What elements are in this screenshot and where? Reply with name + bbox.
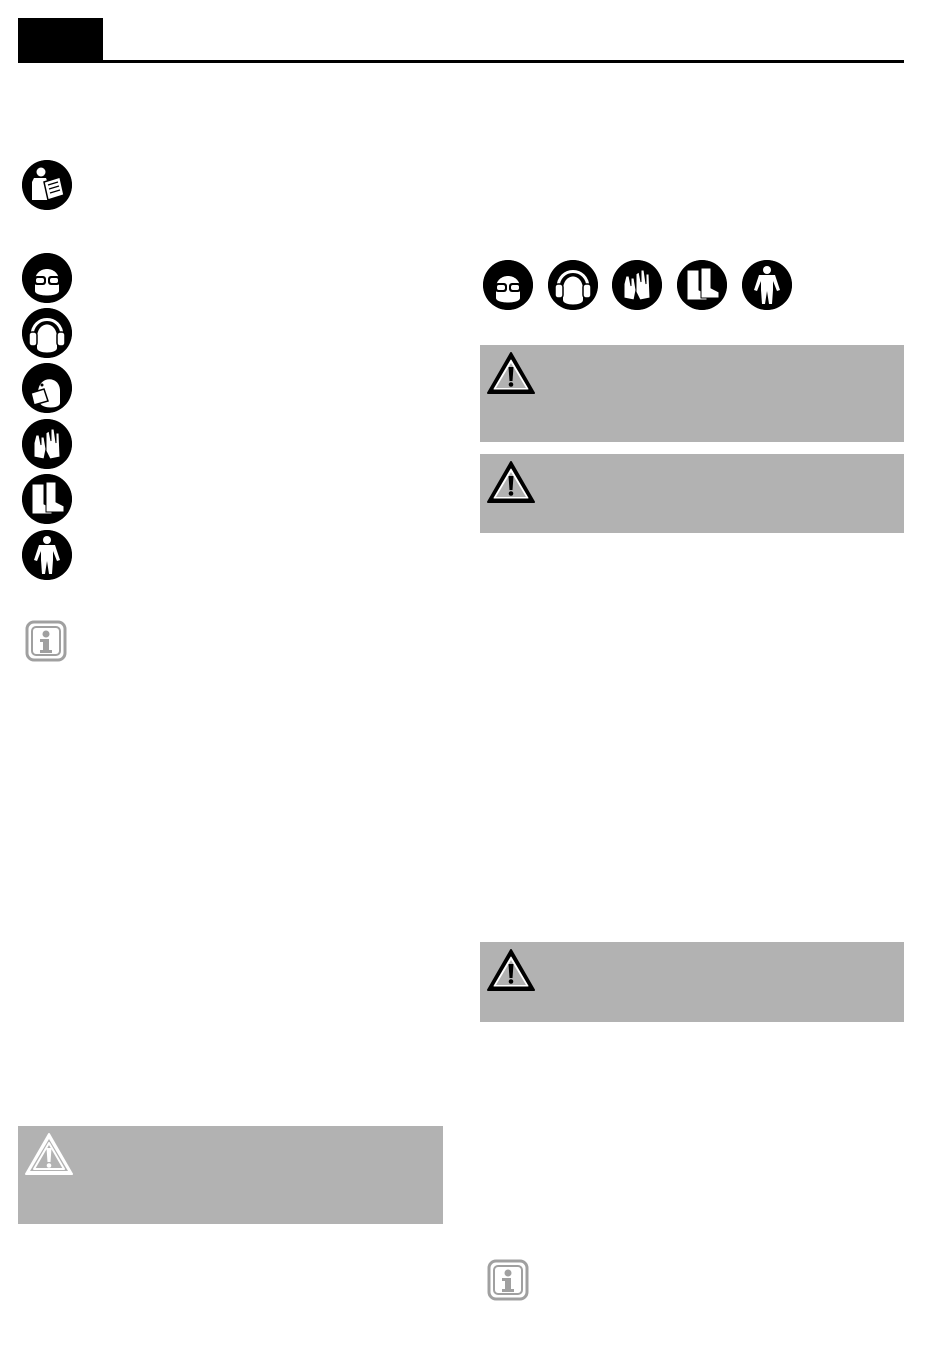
safety-boots-icon bbox=[677, 260, 727, 310]
dust-mask-icon bbox=[22, 363, 72, 413]
warning-triangle-icon bbox=[486, 351, 536, 395]
warning-triangle-icon bbox=[24, 1132, 74, 1176]
eye-protection-icon bbox=[483, 260, 533, 310]
protective-clothing-icon bbox=[742, 260, 792, 310]
warning-triangle-icon bbox=[486, 460, 536, 504]
warning-triangle-icon bbox=[486, 948, 536, 992]
ear-protection-icon bbox=[22, 308, 72, 358]
read-manual-icon bbox=[22, 160, 72, 210]
warning-box bbox=[18, 1126, 443, 1224]
warning-box bbox=[480, 454, 904, 533]
header-tab bbox=[18, 18, 103, 63]
info-icon bbox=[25, 620, 67, 662]
warning-box bbox=[480, 345, 904, 442]
ear-protection-icon bbox=[548, 260, 598, 310]
gloves-icon bbox=[22, 419, 72, 469]
eye-protection-icon bbox=[22, 253, 72, 303]
warning-box bbox=[480, 942, 904, 1022]
header-rule bbox=[18, 60, 904, 63]
protective-clothing-icon bbox=[22, 530, 72, 580]
gloves-icon bbox=[612, 260, 662, 310]
info-icon bbox=[487, 1259, 529, 1301]
safety-boots-icon bbox=[22, 474, 72, 524]
